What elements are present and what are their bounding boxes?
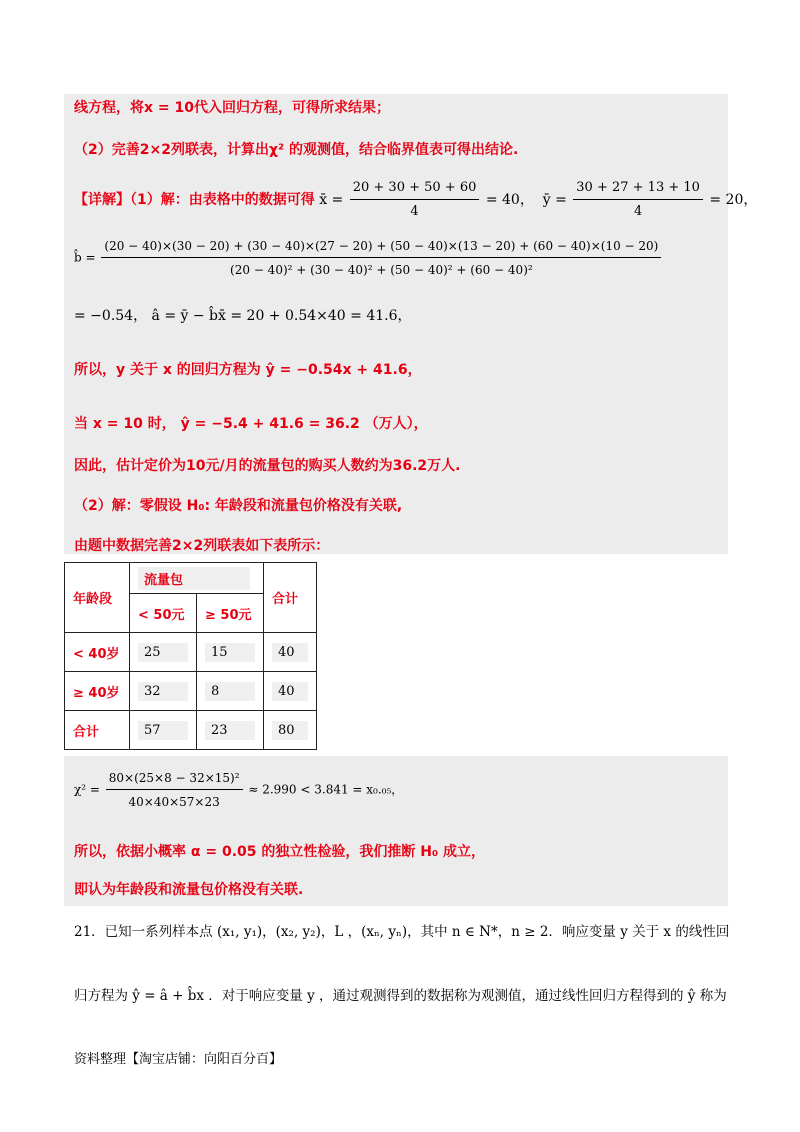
footer-source: 资料整理【淘宝店铺：向阳百分百】 [74, 1052, 283, 1067]
solution-line-8: 因此，估计定价为10元/月的流量包的购买人数约为36.2万人. [74, 458, 461, 474]
solution-line-6: 所以，y 关于 x 的回归方程为 ŷ = −0.54x + 41.6， [74, 362, 422, 378]
solution-line-3: 【详解】（1）解：由表格中的数据可得 x̄ = $\frac{20 + 30 + 50 + 60}{4}$ = 40， ȳ = $\frac{30 + 27 + 13 + 10}{4}$ = 20， [74, 178, 757, 222]
header-total: 合计 [264, 563, 317, 633]
solution-line-9: （2）解：零假设 H₀: 年龄段和流量包价格没有关联, [74, 498, 403, 514]
solution-line-12: 所以，依据小概率 α = 0.05 的独立性检验，我们推断 H₀ 成立， [74, 844, 485, 860]
solution-line-1: 线方程，将x = 10代入回归方程，可得所求结果； [74, 100, 390, 116]
table-row: < 40岁 25 15 40 [65, 633, 317, 672]
table-row: ≥ 40岁 32 8 40 [65, 672, 317, 711]
header-lt50: < 50元 [130, 594, 197, 633]
solution-line-5: = −0.54， â = ȳ − b̂x̄ = 20 + 0.54×40 = 41.6， [74, 308, 412, 324]
solution-line-13: 即认为年龄段和流量包价格没有关联. [74, 882, 304, 898]
question-21-line-1: 21．已知一系列样本点 (x₁, y₁)，(x₂, y₂)，L ，(xₙ, yₙ)，其中 n ∈ N*，n ≥ 2．响应变量 y 关于 x 的线性回 [74, 924, 730, 940]
ybar-fraction: $\frac{30 + 27 + 13 + 10}{4}$ [573, 178, 703, 222]
solution-line-2: （2）完善2×2列联表，计算出χ² 的观测值，结合临界值表可得出结论. [74, 142, 519, 158]
table-row: 合计 57 23 80 [65, 711, 317, 750]
bhat-fraction: (20 − 40)×(30 − 20) + (30 − 40)×(27 − 20) + (50 − 40)×(13 − 20) + (60 − 40)×(10 − 20) (20 − 40)² + (30 − 40)² + (50 − 40)² + (60 − 40)² [101, 236, 661, 280]
bhat-formula: b̂ = (20 − 40)×(30 − 20) + (30 − 40)×(27 − 20) + (50 − 40)×(13 − 20) + (60 − 40)×(10 − 20) (20 − 40)² + (30 − 40)² + (50 − 40)² + (60 − 40)² [74, 236, 663, 280]
header-package: 流量包 [130, 563, 264, 594]
chi-fraction: $\frac{\text{80×(25×8 − 32×15)²}}{40\times 40\times 57\times 23}$ [106, 768, 243, 812]
question-21-line-2: 归方程为 ŷ = â + b̂x ．对于响应变量 y ，通过观测得到的数据称为观测值，通过线性回归方程得到的 ŷ 称为 [74, 988, 727, 1004]
chi-square-formula: χ² = $\frac{\text{80×(25×8 − 32×15)²}}{40\times 40\times 57\times 23}$ ≈ 2.990 < 3.841 = x₀.₀₅， [74, 768, 403, 812]
solution-line-10: 由题中数据完善2×2列联表如下表所示： [74, 538, 330, 554]
header-ge50: ≥ 50元 [197, 594, 264, 633]
header-age: 年龄段 [65, 563, 130, 633]
solution-line-7: 当 x = 10 时， ŷ = −5.4 + 41.6 = 36.2 （万人）， [74, 416, 428, 432]
xbar-fraction: $\frac{20 + 30 + 50 + 60}{4}$ [350, 178, 480, 222]
detail-label: 【详解】（1）解：由表格中的数据可得 [74, 192, 315, 208]
contingency-table [64, 562, 317, 750]
